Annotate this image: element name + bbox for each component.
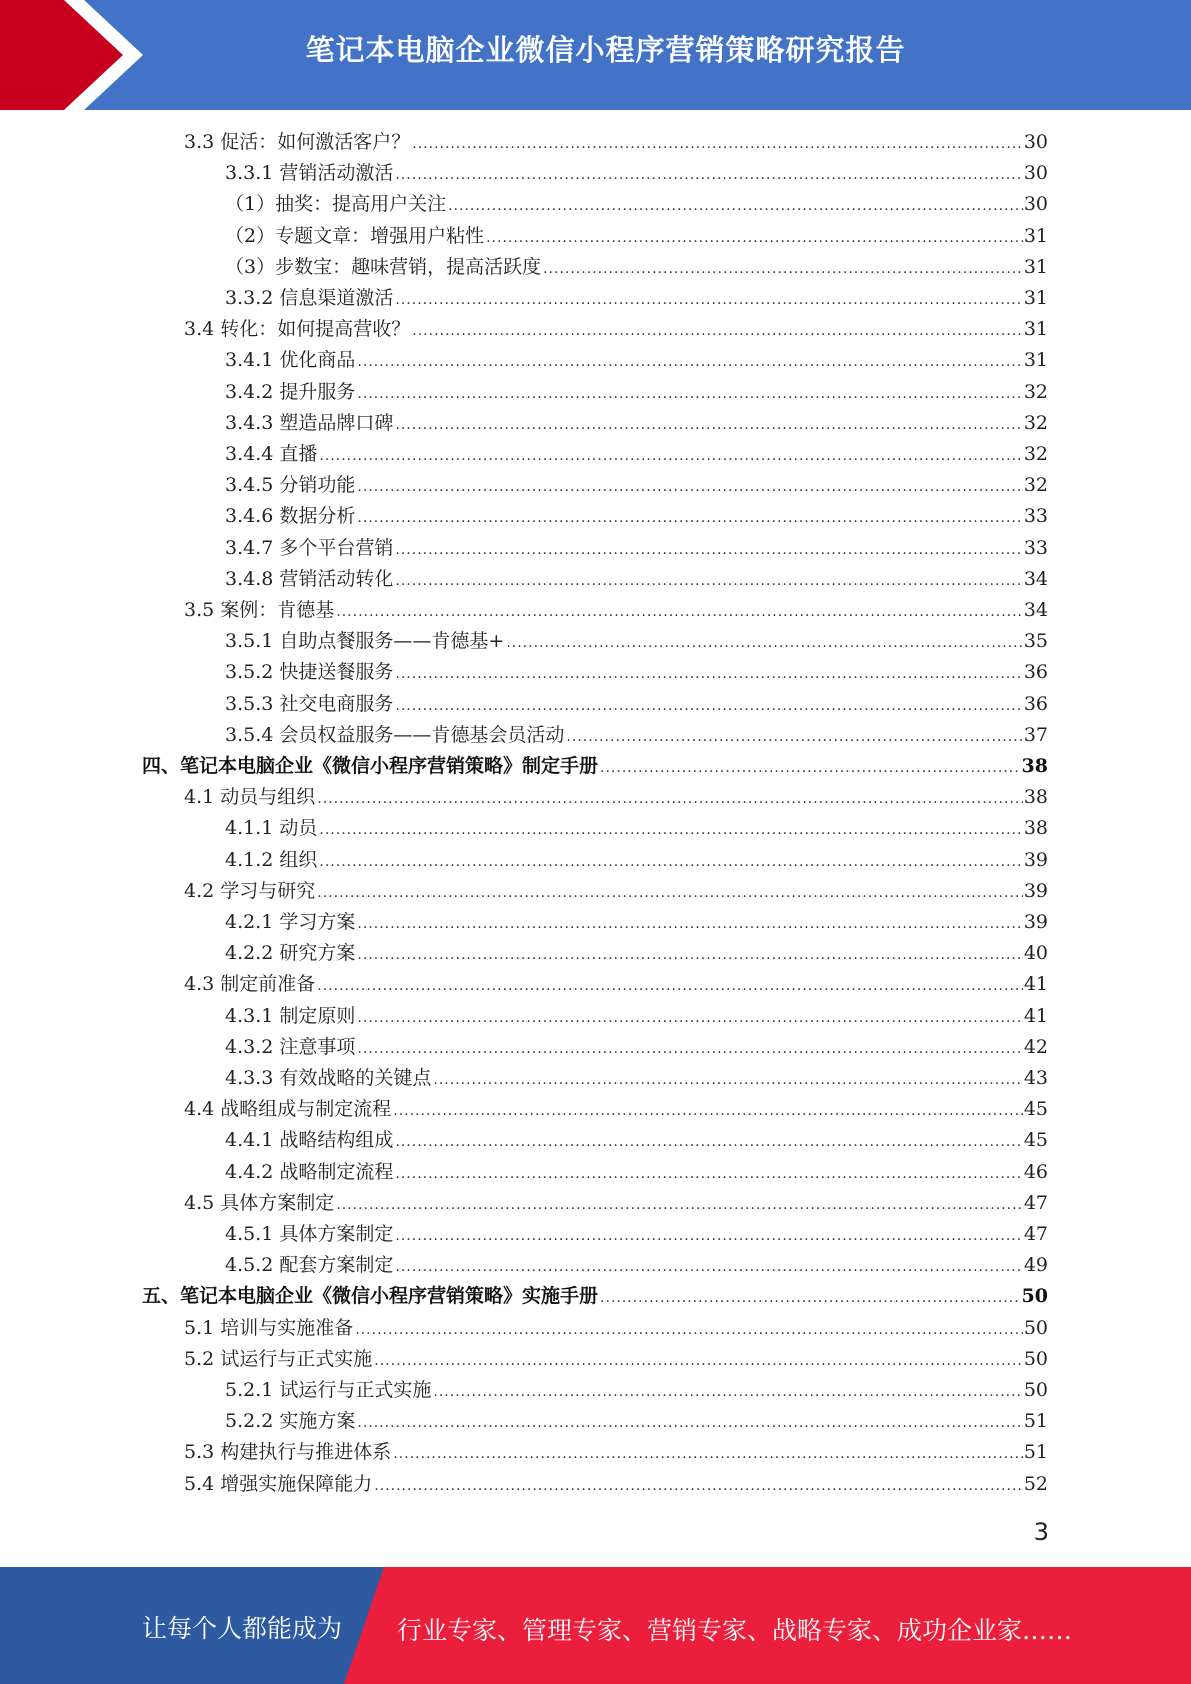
toc-leader-dots bbox=[357, 1003, 1022, 1034]
toc-leader-dots bbox=[355, 1315, 1023, 1346]
toc-entry[interactable] bbox=[184, 595, 1048, 626]
toc-leader-dots bbox=[395, 659, 1022, 690]
toc-leader-dots bbox=[357, 379, 1022, 410]
toc-entry-label: 3.4.2 提升服务 bbox=[225, 380, 356, 403]
toc-entry-label: 4.2.2 研究方案 bbox=[225, 942, 356, 965]
toc-entry[interactable] bbox=[225, 1001, 1048, 1032]
toc-entry[interactable] bbox=[225, 1406, 1048, 1437]
toc-entry-label: 四、笔记本电脑企业《微信小程序营销策略》制定手册 bbox=[142, 755, 599, 777]
toc-entry-page-number: 32 bbox=[1023, 443, 1048, 465]
toc-entry[interactable] bbox=[225, 345, 1048, 376]
toc-leader-dots bbox=[319, 815, 1022, 846]
toc-entry[interactable] bbox=[225, 1032, 1048, 1063]
toc-entry-page-number: 38 bbox=[1023, 786, 1048, 809]
toc-entry[interactable] bbox=[225, 1125, 1048, 1156]
toc-entry-page-number: 35 bbox=[1023, 630, 1048, 653]
toc-leader-dots bbox=[393, 1096, 1023, 1127]
toc-entry-page-number: 30 bbox=[1023, 193, 1048, 216]
toc-entry[interactable] bbox=[142, 751, 1048, 782]
toc-entry-page-number: 34 bbox=[1023, 599, 1048, 621]
toc-leader-dots bbox=[395, 1221, 1022, 1252]
toc-entry-page-number: 39 bbox=[1023, 911, 1048, 933]
toc-entry-page-number: 38 bbox=[1023, 817, 1048, 840]
toc-entry-page-number: 51 bbox=[1023, 1410, 1048, 1433]
toc-entry-page-number: 31 bbox=[1023, 318, 1048, 341]
toc-leader-dots bbox=[395, 1252, 1022, 1283]
toc-entry-page-number: 45 bbox=[1023, 1129, 1048, 1152]
toc-entry-page-number: 36 bbox=[1023, 661, 1048, 684]
toc-entry-label: （3）步数宝：趣味营销，提高活跃度 bbox=[225, 255, 542, 278]
toc-leader-dots bbox=[395, 410, 1022, 441]
toc-leader-dots bbox=[486, 223, 1023, 254]
toc-entry-label: 5.1 培训与实施准备 bbox=[184, 1316, 354, 1339]
toc-leader-dots bbox=[317, 878, 1023, 909]
toc-leader-dots bbox=[317, 971, 1023, 1002]
toc-entry-page-number: 37 bbox=[1023, 723, 1048, 746]
header-banner bbox=[0, 0, 1191, 110]
toc-entry[interactable] bbox=[225, 813, 1048, 844]
toc-leader-dots bbox=[395, 160, 1022, 191]
toc-entry[interactable] bbox=[225, 907, 1048, 938]
toc-entry-label: 4.3.3 有效战略的关键点 bbox=[225, 1067, 432, 1089]
toc-leader-dots bbox=[319, 847, 1022, 878]
toc-entry[interactable] bbox=[184, 782, 1048, 813]
toc-entry-label: 4.1.2 组织 bbox=[225, 848, 318, 871]
toc-entry[interactable] bbox=[225, 720, 1048, 751]
toc-entry-page-number: 45 bbox=[1023, 1098, 1048, 1121]
toc-entry-page-number: 50 bbox=[1023, 1316, 1048, 1339]
toc-entry-page-number: 46 bbox=[1023, 1160, 1048, 1183]
toc-entry-label: 3.5.1 自助点餐服务——肯德基+ bbox=[225, 630, 505, 653]
toc-entry-page-number: 50 bbox=[1021, 1285, 1048, 1308]
toc-entry-page-number: 47 bbox=[1023, 1223, 1048, 1245]
toc-entry[interactable] bbox=[225, 377, 1048, 408]
toc-entry[interactable] bbox=[184, 1188, 1048, 1219]
toc-entry-label: 4.1.1 动员 bbox=[225, 817, 318, 840]
toc-entry[interactable] bbox=[225, 657, 1048, 688]
toc-entry[interactable] bbox=[225, 470, 1048, 501]
toc-entry-page-number: 34 bbox=[1023, 567, 1048, 590]
toc-entry-label: 3.4.8 营销活动转化 bbox=[225, 567, 394, 590]
toc-leader-dots bbox=[395, 535, 1022, 566]
toc-entry-page-number: 32 bbox=[1023, 380, 1048, 403]
toc-entry[interactable] bbox=[184, 876, 1048, 907]
toc-entry-page-number: 33 bbox=[1023, 505, 1048, 528]
toc-entry-page-number: 41 bbox=[1023, 1004, 1048, 1027]
toc-entry[interactable] bbox=[184, 1437, 1048, 1468]
page-number: 3 bbox=[1033, 1518, 1049, 1546]
toc-entry[interactable] bbox=[225, 1063, 1048, 1094]
toc-entry-label: 3.4.5 分销功能 bbox=[225, 474, 356, 497]
toc-entry-label: 4.2 学习与研究 bbox=[184, 879, 316, 902]
toc-entry[interactable] bbox=[225, 439, 1048, 470]
toc-leader-dots bbox=[357, 347, 1022, 378]
toc-entry-page-number: 47 bbox=[1023, 1191, 1048, 1214]
toc-entry-page-number: 32 bbox=[1023, 411, 1048, 434]
toc-leader-dots bbox=[412, 129, 1023, 160]
toc-entry-label: 3.4.4 直播 bbox=[225, 443, 318, 465]
toc-leader-dots bbox=[393, 1439, 1023, 1470]
toc-leader-dots bbox=[433, 1065, 1022, 1096]
toc-entry-label: 5.2.1 试运行与正式实施 bbox=[225, 1379, 432, 1401]
toc-entry-label: 5.4 增强实施保障能力 bbox=[184, 1472, 373, 1495]
toc-entry-page-number: 31 bbox=[1023, 224, 1048, 247]
footer-banner bbox=[0, 1567, 1191, 1684]
toc-leader-dots bbox=[336, 1190, 1023, 1221]
toc-entry-page-number: 31 bbox=[1023, 255, 1048, 278]
toc-entry[interactable] bbox=[184, 127, 1048, 158]
toc-leader-dots bbox=[317, 784, 1023, 815]
toc-entry[interactable] bbox=[225, 221, 1048, 252]
toc-leader-dots bbox=[433, 1377, 1022, 1408]
toc-entry[interactable] bbox=[225, 1157, 1048, 1188]
toc-entry[interactable] bbox=[142, 1281, 1048, 1312]
toc-entry[interactable] bbox=[225, 533, 1048, 564]
toc-entry-label: （2）专题文章：增强用户粘性 bbox=[225, 224, 485, 247]
toc-entry-label: 3.5.2 快捷送餐服务 bbox=[225, 661, 394, 684]
toc-entry-page-number: 43 bbox=[1023, 1067, 1048, 1089]
toc-entry[interactable] bbox=[184, 1469, 1048, 1500]
toc-leader-dots bbox=[600, 1283, 1021, 1314]
toc-entry-label: 4.3.1 制定原则 bbox=[225, 1004, 356, 1027]
toc-entry-label: 3.4.1 优化商品 bbox=[225, 349, 356, 372]
toc-entry[interactable] bbox=[184, 1313, 1048, 1344]
toc-entry[interactable] bbox=[225, 1219, 1048, 1250]
toc-leader-dots bbox=[374, 1471, 1023, 1502]
toc-entry-page-number: 51 bbox=[1023, 1441, 1048, 1464]
toc-leader-dots bbox=[357, 1408, 1022, 1439]
toc-entry[interactable] bbox=[184, 969, 1048, 1000]
toc-leader-dots bbox=[395, 566, 1022, 597]
toc-entry-label: 4.5.1 具体方案制定 bbox=[225, 1223, 394, 1245]
toc-leader-dots bbox=[357, 1034, 1022, 1065]
toc-entry-page-number: 36 bbox=[1023, 692, 1048, 715]
toc-entry-label: 5.3 构建执行与推进体系 bbox=[184, 1441, 392, 1464]
toc-leader-dots bbox=[506, 628, 1023, 659]
toc-entry-label: （1）抽奖：提高用户关注 bbox=[225, 193, 447, 216]
toc-leader-dots bbox=[566, 722, 1022, 753]
toc-entry-page-number: 32 bbox=[1023, 474, 1048, 497]
toc-entry-page-number: 52 bbox=[1023, 1472, 1048, 1495]
toc-entry-label: 4.4.2 战略制定流程 bbox=[225, 1160, 394, 1183]
toc-entry[interactable] bbox=[184, 314, 1048, 345]
toc-entry-page-number: 38 bbox=[1021, 755, 1048, 777]
toc-entry[interactable] bbox=[225, 845, 1048, 876]
toc-leader-dots bbox=[319, 441, 1022, 472]
toc-entry[interactable] bbox=[225, 564, 1048, 595]
toc-entry-label: 3.4.7 多个平台营销 bbox=[225, 536, 394, 559]
toc-entry-label: 3.4.6 数据分析 bbox=[225, 505, 356, 528]
toc-entry-label: 4.4.1 战略结构组成 bbox=[225, 1129, 394, 1152]
toc-leader-dots bbox=[395, 285, 1022, 316]
toc-entry-page-number: 30 bbox=[1023, 131, 1048, 153]
toc-entry-page-number: 33 bbox=[1023, 536, 1048, 559]
toc-entry-label: 3.3 促活：如何激活客户？ bbox=[184, 131, 411, 153]
toc-entry-label: 4.1 动员与组织 bbox=[184, 786, 316, 809]
toc-entry[interactable] bbox=[225, 626, 1048, 657]
toc-entry-label: 4.2.1 学习方案 bbox=[225, 911, 356, 933]
toc-entry[interactable] bbox=[225, 158, 1048, 189]
toc-entry-label: 4.3.2 注意事项 bbox=[225, 1035, 356, 1058]
toc-entry-label: 3.5.4 会员权益服务——肯德基会员活动 bbox=[225, 723, 565, 746]
toc-entry[interactable] bbox=[225, 689, 1048, 720]
footer-slogan-right: 行业专家、管理专家、营销专家、战略专家、成功企业家…… bbox=[397, 1616, 1073, 1645]
toc-leader-dots bbox=[448, 191, 1023, 222]
toc-entry-page-number: 40 bbox=[1023, 942, 1048, 965]
toc-entry-page-number: 50 bbox=[1023, 1347, 1048, 1370]
toc-entry-page-number: 42 bbox=[1023, 1035, 1048, 1058]
toc-entry-page-number: 31 bbox=[1023, 349, 1048, 372]
footer-slogan-left: 让每个人都能成为 bbox=[142, 1614, 343, 1643]
toc-leader-dots bbox=[374, 1346, 1023, 1377]
toc-entry-label: 4.3 制定前准备 bbox=[184, 973, 316, 996]
toc-entry-page-number: 30 bbox=[1023, 162, 1048, 185]
toc-entry-label: 3.4 转化：如何提高营收？ bbox=[184, 318, 411, 341]
toc-entry-page-number: 50 bbox=[1023, 1379, 1048, 1401]
toc-entry-page-number: 49 bbox=[1023, 1254, 1048, 1277]
toc-entry-label: 五、笔记本电脑企业《微信小程序营销策略》实施手册 bbox=[142, 1285, 599, 1308]
toc-leader-dots bbox=[395, 1127, 1022, 1158]
toc-entry-page-number: 39 bbox=[1023, 879, 1048, 902]
toc-entry[interactable] bbox=[225, 283, 1048, 314]
toc-leader-dots bbox=[395, 691, 1022, 722]
toc-leader-dots bbox=[357, 940, 1022, 971]
toc-entry-label: 3.3.1 营销活动激活 bbox=[225, 162, 394, 185]
toc-leader-dots bbox=[395, 1159, 1022, 1190]
toc-entry-page-number: 39 bbox=[1023, 848, 1048, 871]
toc-entry[interactable] bbox=[184, 1344, 1048, 1375]
toc-entry-label: 4.4 战略组成与制定流程 bbox=[184, 1098, 392, 1121]
toc-leader-dots bbox=[543, 254, 1023, 285]
toc-entry[interactable] bbox=[225, 501, 1048, 532]
toc-entry-page-number: 41 bbox=[1023, 973, 1048, 996]
toc-entry[interactable] bbox=[225, 938, 1048, 969]
toc-entry-label: 4.5 具体方案制定 bbox=[184, 1191, 335, 1214]
toc-entry-label: 4.5.2 配套方案制定 bbox=[225, 1254, 394, 1277]
toc-entry-label: 5.2.2 实施方案 bbox=[225, 1410, 356, 1433]
toc-entry-label: 3.5 案例：肯德基 bbox=[184, 599, 335, 621]
toc-entry-label: 3.3.2 信息渠道激活 bbox=[225, 287, 394, 309]
toc-entry-label: 3.4.3 塑造品牌口碑 bbox=[225, 411, 394, 434]
report-title: 笔记本电脑企业微信小程序营销策略研究报告 bbox=[305, 33, 906, 67]
toc-entry[interactable] bbox=[225, 1375, 1048, 1406]
toc-entry[interactable] bbox=[225, 252, 1048, 283]
toc-entry[interactable] bbox=[225, 408, 1048, 439]
toc-leader-dots bbox=[357, 909, 1022, 940]
toc-entry[interactable] bbox=[225, 1250, 1048, 1281]
toc-leader-dots bbox=[412, 316, 1023, 347]
toc-leader-dots bbox=[357, 472, 1022, 503]
toc-entry-label: 3.5.3 社交电商服务 bbox=[225, 692, 394, 715]
toc-leader-dots bbox=[600, 753, 1021, 784]
toc-leader-dots bbox=[336, 597, 1023, 628]
toc-entry[interactable] bbox=[184, 1094, 1048, 1125]
toc-leader-dots bbox=[357, 503, 1022, 534]
toc-entry[interactable] bbox=[225, 189, 1048, 220]
toc-entry-label: 5.2 试运行与正式实施 bbox=[184, 1347, 373, 1370]
toc-entry-page-number: 31 bbox=[1023, 287, 1048, 309]
